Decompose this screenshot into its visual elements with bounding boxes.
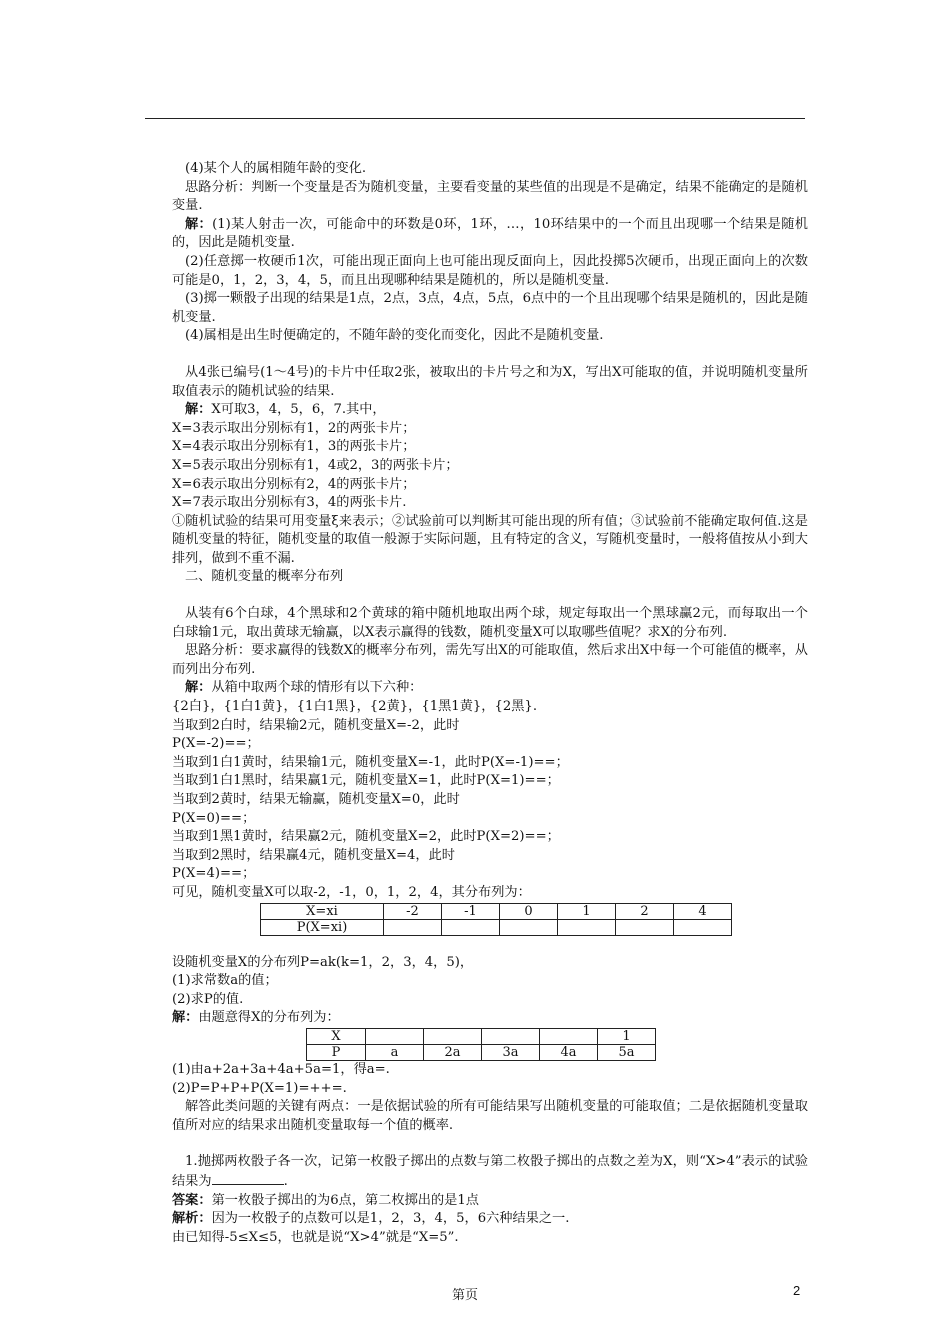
text-line: X=6表示取出分别标有2，4的两张卡片； xyxy=(172,476,416,492)
solution-paragraph xyxy=(172,679,808,698)
table-cell: 3a xyxy=(482,1044,540,1060)
text-line: X=3表示取出分别标有1，2的两张卡片； xyxy=(172,420,416,436)
table-cell: -2 xyxy=(384,903,442,919)
table-row xyxy=(307,1044,656,1060)
question-line: (2)求P的值. xyxy=(172,991,244,1007)
text-line: 当取到2黑时，结果赢4元，随机变量X=4，此时 xyxy=(172,847,455,863)
answer-blank xyxy=(212,1172,284,1185)
solution-paragraph: (4)属相是出生时便确定的，不随年龄的变化而变化，因此不是随机变量. xyxy=(185,328,604,344)
analysis-paragraph: 思路分析：判断一个变量是否为随机变量，主要看变量的某些值的出现是不是确定，结果不能确定的是随机变量. xyxy=(172,179,808,214)
answer-line xyxy=(172,1192,808,1211)
table-cell: 4 xyxy=(674,903,732,919)
answer-label: 答案： xyxy=(172,1192,212,1208)
table-header-cell: X=xi xyxy=(261,903,384,919)
document-body xyxy=(172,160,808,1247)
table-cell: -1 xyxy=(442,903,500,919)
text-line: 当取到1白1黄时，结果输1元，随机变量X=-1，此时P(X=-1)==； xyxy=(172,754,569,770)
table-cell xyxy=(366,1028,424,1044)
text-line: 由已知得-5≤X≤5，也就是说“X>4”就是“X=5”. xyxy=(172,1229,459,1245)
table-header-cell: P xyxy=(307,1044,366,1060)
table-cell xyxy=(540,1028,598,1044)
question-text: 1.抛掷两枚骰子各一次，记第一枚骰子掷出的点数与第二枚骰子掷出的点数之差为X，则“X>4”表示的试验结果为 xyxy=(172,1154,808,1189)
text-line: P(X=4)==； xyxy=(172,866,256,882)
solution-paragraph xyxy=(172,216,808,253)
table-cell: 1 xyxy=(558,903,616,919)
question-line: (1)求常数a的值； xyxy=(172,973,278,989)
text-line: P(X=-2)==； xyxy=(172,736,260,752)
question-paragraph: 从4张已编号(1～4号)的卡片中任取2张，被取出的卡片号之和为X，写出X可能取的值，并说明随机变量所取值表示的随机试验的结果. xyxy=(172,364,808,399)
table-cell: 0 xyxy=(500,903,558,919)
solve-label: 解： xyxy=(185,402,212,418)
footer-label: 第页 xyxy=(452,1288,479,1303)
table-cell xyxy=(424,1028,482,1044)
text-line: 当取到1黑1黄时，结果赢2元，随机变量X=2，此时P(X=2)==； xyxy=(172,829,560,845)
question-paragraph: 从装有6个白球，4个黑球和2个黄球的箱中随机地取出两个球，规定每取出一个黑球赢2元，而每取出一个白球输1元，取出黄球无输赢，以X表示赢得的钱数，随机变量X可以取哪些值呢？求X的分布列. xyxy=(172,606,808,640)
summary-paragraph: 解答此类问题的关键有两点：一是依据试验的所有可能结果写出随机变量的可能取值；二是依据随机变量取值所对应的结果求出随机变量取每一个值的概率. xyxy=(172,1099,808,1133)
text-line: (2)P=P+P+P(X=1)=++=. xyxy=(172,1080,347,1096)
question-line: 设随机变量X的分布列P=ak(k=1，2，3，4，5)， xyxy=(172,954,474,970)
distribution-table xyxy=(306,1028,656,1061)
solve-label: 解： xyxy=(172,1010,199,1026)
distribution-table xyxy=(260,903,732,936)
table-cell xyxy=(674,919,732,935)
solution-text: X可取3，4，5，6，7.其中， xyxy=(211,402,386,418)
text-line: 可见，随机变量X可以取-2，-1，0，1，2，4，其分布列为： xyxy=(172,884,531,900)
table-cell: 4a xyxy=(540,1044,598,1060)
exercise-question xyxy=(172,1153,808,1191)
solution-text: (1)某人射击一次，可能命中的环数是0环，1环，…，10环结果中的一个而且出现哪一个结果是随机的，因此是随机变量. xyxy=(172,216,808,251)
text-line: X=4表示取出分别标有1，3的两张卡片； xyxy=(172,439,416,455)
table-cell xyxy=(482,1028,540,1044)
analysis-text: 因为一枚骰子的点数可以是1，2，3，4，5，6六种结果之一. xyxy=(211,1211,570,1227)
text-line: (1)由a+2a+3a+4a+5a=1，得a=. xyxy=(172,1061,390,1077)
table-cell: 2a xyxy=(424,1044,482,1060)
solution-text: 从箱中取两个球的情形有以下六种： xyxy=(211,680,423,696)
solution-text: 由题意得X的分布列为： xyxy=(198,1010,340,1026)
solution-paragraph: (2)任意掷一枚硬币1次，可能出现正面向上也可能出现反面向上，因此投掷5次硬币，出现正面向上的次数可能是0，1，2，3，4，5，而且出现哪种结果是随机的，所以是随机变量. xyxy=(172,253,808,288)
text-line: X=5表示取出分别标有1，4或2，3的两张卡片； xyxy=(172,457,459,473)
analysis-line xyxy=(172,1210,808,1229)
solve-label: 解： xyxy=(185,680,212,696)
question-end: . xyxy=(283,1173,288,1189)
solution-paragraph xyxy=(172,401,808,420)
solve-label: 解： xyxy=(185,216,213,232)
note-paragraph: ①随机试验的结果可用变量ξ来表示；②试验前可以判断其可能出现的所有值；③试验前不能确定取何值.这是随机变量的特征，随机变量的取值一般源于实际问题，且有特定的含义，写随机变量时，一般将值按从小到大排列，做到不重不漏. xyxy=(172,513,808,566)
table-cell: 1 xyxy=(598,1028,656,1044)
text-line: 当取到2黄时，结果无输赢，随机变量X=0，此时 xyxy=(172,792,460,807)
table-cell: 2 xyxy=(616,903,674,919)
text-line: {2白}，{1白1黄}，{1白1黑}，{2黄}，{1黑1黄}，{2黑}. xyxy=(172,699,538,715)
table-cell: 5a xyxy=(598,1044,656,1060)
header-rule xyxy=(145,118,805,119)
table-cell xyxy=(442,919,500,935)
solution-paragraph: (3)掷一颗骰子出现的结果是1点，2点，3点，4点，5点，6点中的一个且出现哪个结果是随机的，因此是随机变量. xyxy=(172,291,808,325)
table-cell xyxy=(500,919,558,935)
table-header-cell: X xyxy=(307,1028,366,1044)
solution-paragraph xyxy=(172,1009,808,1028)
text-line: 当取到2白时，结果输2元，随机变量X=-2，此时 xyxy=(172,717,460,733)
table-row xyxy=(307,1028,656,1044)
table-cell xyxy=(384,919,442,935)
analysis-paragraph: 思路分析：要求赢得的钱数X的概率分布列，需先写出X的可能取值，然后求出X中每一个可能值的概率，从而列出分布列. xyxy=(172,643,808,677)
analysis-label: 解析： xyxy=(172,1211,212,1227)
section-title: 二、随机变量的概率分布列 xyxy=(185,569,344,585)
table-row xyxy=(261,919,732,935)
page-number: 2 xyxy=(793,1283,801,1298)
text-line: (4)某个人的属相随年龄的变化. xyxy=(185,161,367,176)
text-line: 当取到1白1黑时，结果赢1元，随机变量X=1，此时P(X=1)==； xyxy=(172,773,560,789)
table-cell xyxy=(558,919,616,935)
table-cell: a xyxy=(366,1044,424,1060)
text-line: P(X=0)==； xyxy=(172,810,256,826)
table-cell xyxy=(616,919,674,935)
table-header-cell: P(X=xi) xyxy=(261,919,384,935)
table-row xyxy=(261,903,732,919)
answer-text: 第一枚骰子掷出的为6点，第二枚掷出的是1点 xyxy=(211,1192,479,1208)
text-line: X=7表示取出分别标有3，4的两张卡片. xyxy=(172,495,407,511)
